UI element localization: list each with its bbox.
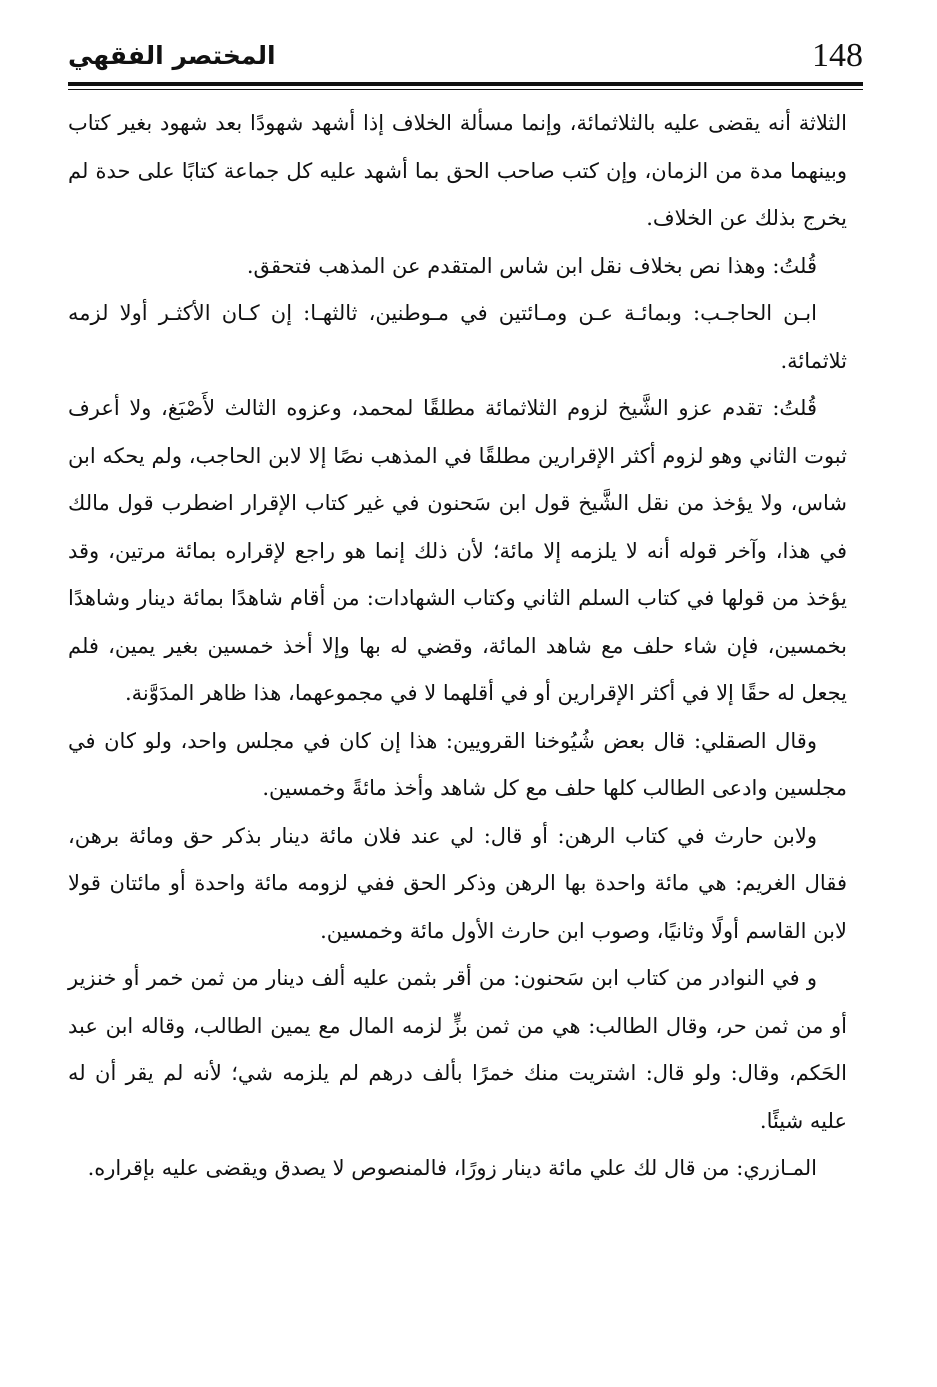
paragraph-4 bbox=[68, 385, 847, 718]
paragraph-text: المـازري: من قال لك علي مائة دينار زورًا، فالمنصوص لا يصدق ويقضى عليه بإقراره. bbox=[87, 1156, 817, 1180]
paragraph-text: ابـن الحاجـب: وبمائـة عـن ومـائتين في مـوطنين، ثالثهـا: إن كـان الأكثـر أولا لزمه ثلاثمائة. bbox=[68, 301, 847, 373]
paragraph-5 bbox=[68, 718, 847, 813]
running-title: المختصر الفقهي bbox=[68, 41, 276, 70]
paragraph-text: وقال الصقلي: قال بعض شُيُوخنا القرويين: هذا إن كان في مجلس واحد، ولو كان في مجلسين وادعى الطالب كلها حلف مع كل شاهد وأخذ مائةً وخمسين. bbox=[68, 728, 847, 800]
paragraph-8 bbox=[68, 1145, 847, 1193]
paragraph-text: تقدم عزو الشَّيخ لزوم الثلاثمائة مطلقًا لمحمد، وعزوه الثالث لأَصْبَغ، ولا أعرف ثبوت الثاني وهو لزوم أكثر الإقرارين مطلقًا في المذهب نصًا إلا لابن الحاجب، ولم يحكه ابن شاس، ولا يؤخذ من نقل الشَّيخ قول ابن سَحنون في غير كتاب الإقرار اضطرب قول مالك في هذا، وآخر قوله أنه لا يلزمه إلا مائة؛ لأن ذلك إنما هو راجع لإقراره بمائة مرتين، وقد يؤخذ من قولها في كتاب السلم الثاني وكتاب الشهادات: من أقام شاهدًا بمائة دينار وشاهدًا بخمسين، فإن شاء حلف مع شاهد المائة، وقضي له بها وإلا أخذ خمسين بغير يمين، فلم يجعل له حقًا إلا في أكثر الإقرارين أو في أقلهما لا في مجموعهما، هذا ظاهر المدَوَّنة. bbox=[68, 396, 847, 705]
paragraph-lead: قُلتُ: bbox=[772, 253, 817, 278]
page-number: 148 bbox=[812, 37, 863, 74]
paragraph-text: الثلاثة أنه يقضى عليه بالثلاثمائة، وإنما مسألة الخلاف إذا أشهد شهودًا بعد شهود بغير كتاب وبينهما مدة من الزمان، وإن كتب صاحب الحق بما أشهد عليه كل جماعة كتابًا على حدة لم يخرج بذلك عن الخلاف. bbox=[68, 111, 847, 230]
body-text bbox=[68, 100, 847, 1193]
paragraph-text: وهذا نص بخلاف نقل ابن شاس المتقدم عن المذهب فتحقق. bbox=[246, 253, 773, 278]
paragraph-lead: قُلتُ: bbox=[772, 396, 817, 420]
paragraph-6 bbox=[68, 813, 847, 956]
header-rule-thin bbox=[68, 89, 863, 90]
paragraph-text: و في النوادر من كتاب ابن سَحنون: من أقر بثمن عليه ألف دينار من ثمن خمر أو خنزير أو من ثمن حر، وقال الطالب: هي من ثمن بزٍّ لزمه المال مع يمين الطالب، وقاله ابن عبد الحَكم، وقال: ولو قال: اشتريت منك خمرًا بألف درهم لم يلزمه شي؛ لأنه لم يقر أن له عليه شيئًا. bbox=[68, 966, 847, 1133]
paragraph-1 bbox=[68, 100, 847, 243]
page-header bbox=[68, 36, 863, 76]
paragraph-7 bbox=[68, 955, 847, 1145]
paragraph-text: ولابن حارث في كتاب الرهن: أو قال: لي عند فلان مائة دينار بذكر حق ومائة برهن، فقال الغريم: هي مائة واحدة بها الرهن وذكر الحق ففي لزومه مائة واحدة أو مائتان قولا لابن القاسم أولًا وثانيًا، وصوب ابن حارث الأول مائة وخمسين. bbox=[68, 823, 847, 943]
paragraph-3 bbox=[68, 290, 847, 385]
paragraph-2 bbox=[68, 243, 847, 291]
header-rule-thick bbox=[68, 82, 863, 86]
